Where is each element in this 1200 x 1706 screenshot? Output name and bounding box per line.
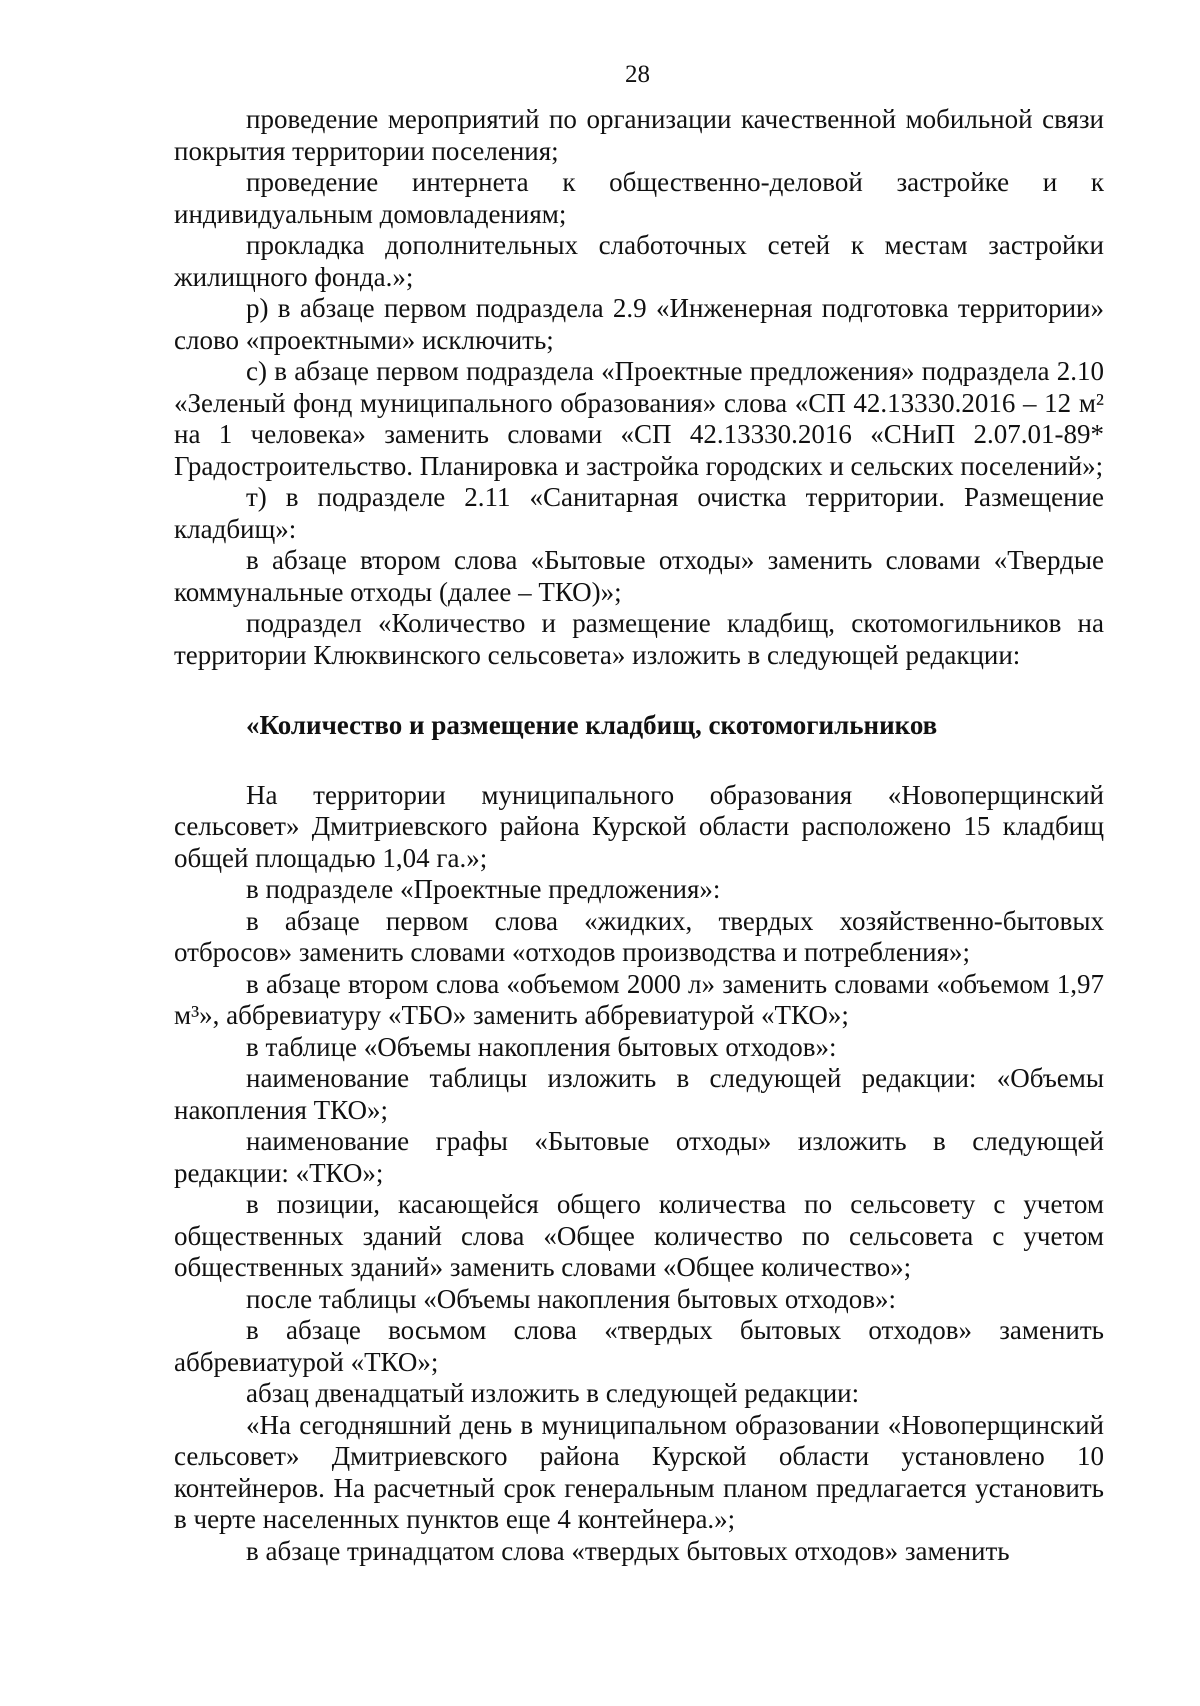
paragraph: подраздел «Количество и размещение кладбищ, скотомогильников на территории Клюквинского сельсовета» изложить в следующей редакции: xyxy=(174,608,1104,670)
paragraph: в подразделе «Проектные предложения»: xyxy=(246,874,721,904)
page-number: 28 xyxy=(625,61,650,88)
paragraph: проведение интернета к общественно-деловой застройке и к индивидуальным домовладениям; xyxy=(174,167,1104,229)
paragraph: в абзаце втором слова «объемом 2000 л» заменить словами «объемом 1,97 м³», аббревиатуру «ТБО» заменить аббревиатурой «ТКО»; xyxy=(174,968,1104,1030)
section-heading: «Количество и размещение кладбищ, скотомогильников xyxy=(246,710,938,740)
paragraph: «На сегодняшний день в муниципальном образовании «Новоперщинский сельсовет» Дмитриевского района Курской области установлено 10 контейнеров. На расчетный срок генеральным планом предлагается установить в черте населенных пунктов еще 4 контейнера.»; xyxy=(174,1409,1104,1534)
paragraph: в абзаце тринадцатом слова «твердых бытовых отходов» заменить xyxy=(246,1535,1010,1566)
paragraph: прокладка дополнительных слаботочных сетей к местам застройки жилищного фонда.»; xyxy=(174,230,1104,292)
paragraph: наименование графы «Бытовые отходы» изложить в следующей редакции: «ТКО»; xyxy=(174,1126,1104,1188)
paragraph: в позиции, касающейся общего количества по сельсовету с учетом общественных зданий слова «Общее количество по сельсовета с учетом общественных зданий» заменить словами «Общее количество»; xyxy=(174,1189,1104,1282)
paragraph: наименование таблицы изложить в следующей редакции: «Объемы накопления ТКО»; xyxy=(174,1063,1104,1125)
paragraph: т) в подразделе 2.11 «Санитарная очистка территории. Размещение кладбищ»: xyxy=(174,482,1104,544)
paragraph: с) в абзаце первом подраздела «Проектные предложения» подраздела 2.10 «Зеленый фонд муниципального образования» слова «СП 42.13330.2016 – 12 м² на 1 человека» заменить словами «СП 42.13330.2016 «СНиП 2.07.01-89* Градостроительство. Планировка и застройка городских и сельских поселений»; xyxy=(174,356,1104,481)
paragraph: абзац двенадцатый изложить в следующей редакции: xyxy=(246,1378,860,1408)
paragraph: р) в абзаце первом подраздела 2.9 «Инженерная подготовка территории» слово «проектными» исключить; xyxy=(174,293,1104,355)
paragraph: проведение мероприятий по организации качественной мобильной связи покрытия территории поселения; xyxy=(174,104,1104,166)
paragraph: в абзаце первом слова «жидких, твердых хозяйственно-бытовых отбросов» заменить словами «отходов производства и потребления»; xyxy=(174,905,1104,967)
paragraph: в абзаце восьмом слова «твердых бытовых отходов» заменить аббревиатурой «ТКО»; xyxy=(174,1315,1104,1377)
paragraph: в абзаце втором слова «Бытовые отходы» заменить словами «Твердые коммунальные отходы (далее – ТКО)»; xyxy=(174,545,1104,607)
paragraph: На территории муниципального образования «Новоперщинский сельсовет» Дмитриевского района Курской области расположено 15 кладбищ общей площадью 1,04 га.»; xyxy=(174,779,1104,873)
paragraph: в таблице «Объемы накопления бытовых отходов»: xyxy=(246,1031,837,1062)
document-body xyxy=(174,104,1104,1567)
paragraph: после таблицы «Объемы накопления бытовых отходов»: xyxy=(246,1283,896,1314)
